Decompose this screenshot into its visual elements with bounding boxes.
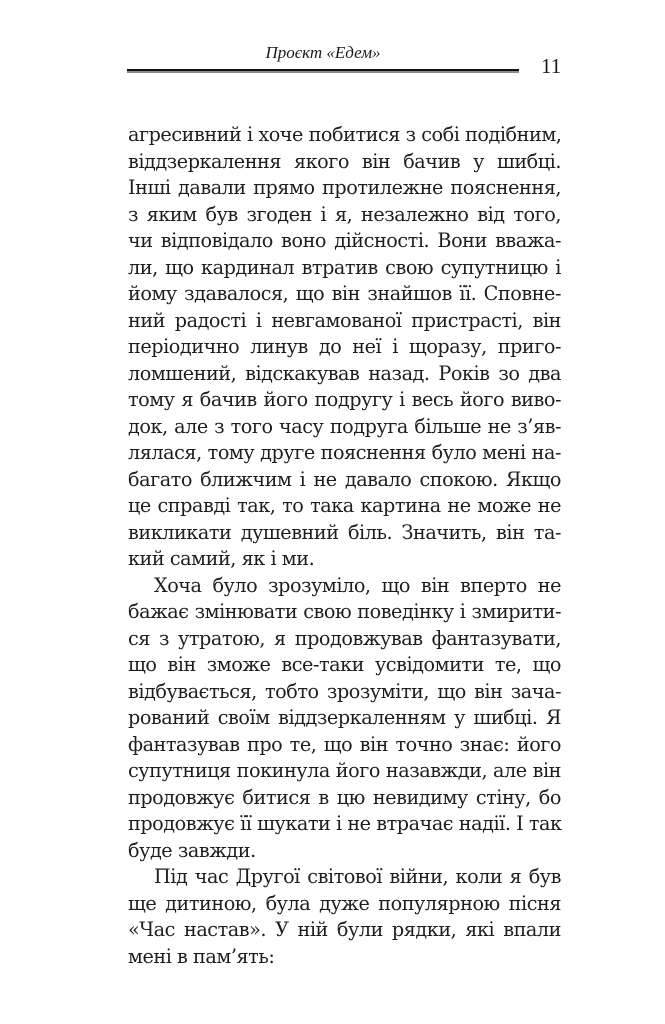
text-line: фантазував про те, що він точно знає: його (128, 732, 561, 756)
page-header (127, 40, 519, 76)
text-line: періодично линув до неї і щоразу, приго- (128, 335, 561, 358)
text-line: йому здавалося, що він знайшов її. Сповне- (128, 282, 561, 305)
text-line: лялася, тому друге пояснення було мені на- (128, 441, 561, 464)
text-line: ний радості і невгамованої пристрасті, він (128, 308, 561, 332)
paragraph (128, 864, 561, 970)
text-line: док, але з того часу подруга більше не з’яв- (128, 414, 561, 438)
text-line: ще дитиною, була дуже популярною пісня (128, 891, 561, 915)
text-line: бажає змінювати свою поведінку і змирити- (128, 600, 561, 623)
running-title: Проєкт «Едем» (265, 43, 381, 62)
text-line: мені в пам’ять: (128, 944, 275, 968)
text-line: Хоча було зрозуміло, що він вперто не (154, 573, 561, 597)
paragraph (128, 122, 561, 573)
text-line: віддзеркалення якого він бачив у шибці. (128, 149, 561, 173)
text-line: буде завжди. (128, 838, 256, 862)
text-line: з яким був згоден і я, незалежно від того, (128, 202, 561, 226)
text-line: Під час Другої світової війни, коли я був (154, 865, 561, 888)
body-text (128, 122, 561, 970)
text-line: викликати душевний біль. Значить, він та- (128, 520, 561, 544)
text-line: рований своїм віддзеркаленням у шибці. Я (128, 706, 561, 729)
text-line: супутниця покинула його назавжди, але він (128, 759, 561, 782)
text-line: продовжує її шукати і не втрачає надії. І так (128, 812, 562, 835)
text-line: ли, що кардинал втратив свою супутницю і (128, 255, 561, 279)
page-number: 11 (541, 54, 562, 78)
paragraph (128, 573, 561, 865)
text-line: агресивний і хоче побитися з собі подібним, (128, 123, 562, 146)
text-line: чи відповідало воно дійсності. Вони вважа- (128, 229, 561, 252)
text-line: що він зможе все-таки усвідомити те, що (128, 653, 561, 676)
text-line: багато ближчим і не давало спокою. Якщо (128, 467, 561, 491)
text-line: тому я бачив його подругу і весь його виво- (128, 388, 561, 411)
text-line: ся з утратою, я продовжував фантазувати, (128, 626, 561, 650)
text-line: Інші давали прямо протилежне пояснення, (128, 176, 561, 199)
text-line: «Час настав». У ній були рядки, які впали (128, 918, 561, 941)
text-line: це справді так, то така картина не може не (128, 494, 561, 517)
text-line: ломшений, відскакував назад. Років зо два (128, 361, 561, 385)
text-line: продовжує битися в цю невидиму стіну, бо (128, 785, 561, 809)
text-line: кий самий, як і ми. (128, 547, 315, 570)
text-line: відбувається, тобто зрозуміти, що він зача- (128, 679, 561, 703)
header-rule-shadow (127, 71, 519, 73)
